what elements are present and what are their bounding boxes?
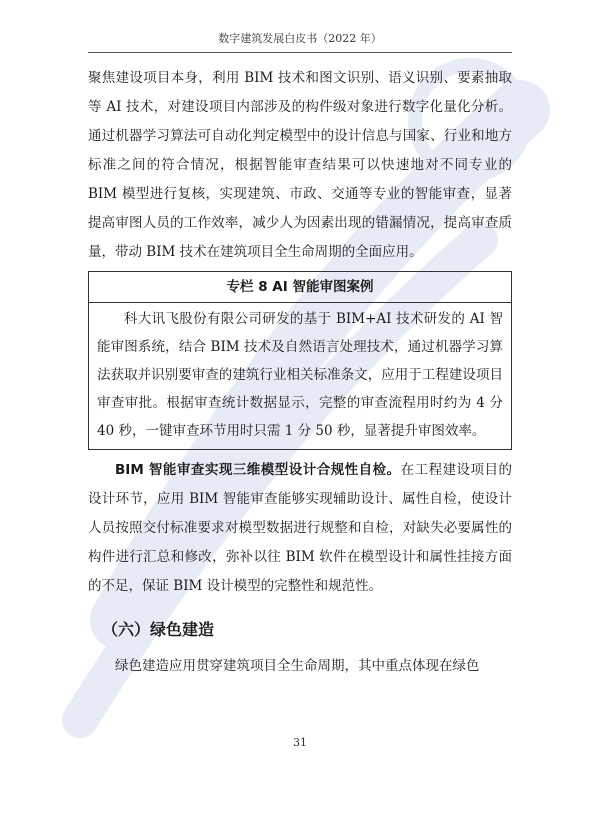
page-header: 数字建筑发展白皮书（2022 年） xyxy=(88,30,512,53)
paragraph-rest: 在工程建设项目的设计环节，应用 BIM 智能审查能够实现辅助设计、属性自检，使设计人员按照交付标准要求对模型数据进行规整和自检，对缺失必要属性的构件进行汇总和修改，弥补以往 BIM 软件在模型设计和属性挂接方面的不足，保证 BIM 设计模型的完整性和规范性。 xyxy=(88,462,513,594)
body-paragraph-3: 绿色建造应用贯穿建筑项目全生命周期，其中重点体现在绿色 xyxy=(115,658,480,674)
section-heading: （六）绿色建造 xyxy=(102,620,215,639)
page-content xyxy=(88,64,512,681)
page-number: 31 xyxy=(293,736,307,749)
paragraph-lead: BIM 智能审查实现三维模型设计合规性自检。 xyxy=(115,462,401,478)
case-study-title: 专栏 8 AI 智能审图案例 xyxy=(89,272,511,303)
case-study-body xyxy=(89,303,511,449)
case-study-box xyxy=(88,271,512,450)
body-paragraph-1: 聚焦建设项目本身，利用 BIM 技术和图文识别、语义识别、要素抽取等 AI 技术，对建设项目内部涉及的构件级对象进行数字化量化分析。通过机器学习算法可自动化判定模型中的设计信息与国家、行业和地方标准之间的符合情况，根据智能审查结果可以快速地对不同专业的 BIM 模型进行复核，实现建筑、市政、交通等专业的智能审查，显著提高审图人员的工作效率，减少人为因素出现的错漏情况，提高审查质量，带动 BIM 技术在建筑项目全生命周期的全面应用。 xyxy=(88,70,512,260)
body-paragraph-2 xyxy=(88,456,512,601)
case-study-text: 科大讯飞股份有限公司研发的基于 BIM+AI 技术研发的 AI 智能审图系统，结合 BIM 技术及自然语言处理技术，通过机器学习算法获取并识别要审查的建筑行业相关标准条文，应用于工程建设项目审查审批。根据审查统计数据显示，完整的审查流程用时约为 4 分 40 秒，一键审查环节用时只需 1 分 50 秒，显著提升审图效率。 xyxy=(97,311,503,439)
